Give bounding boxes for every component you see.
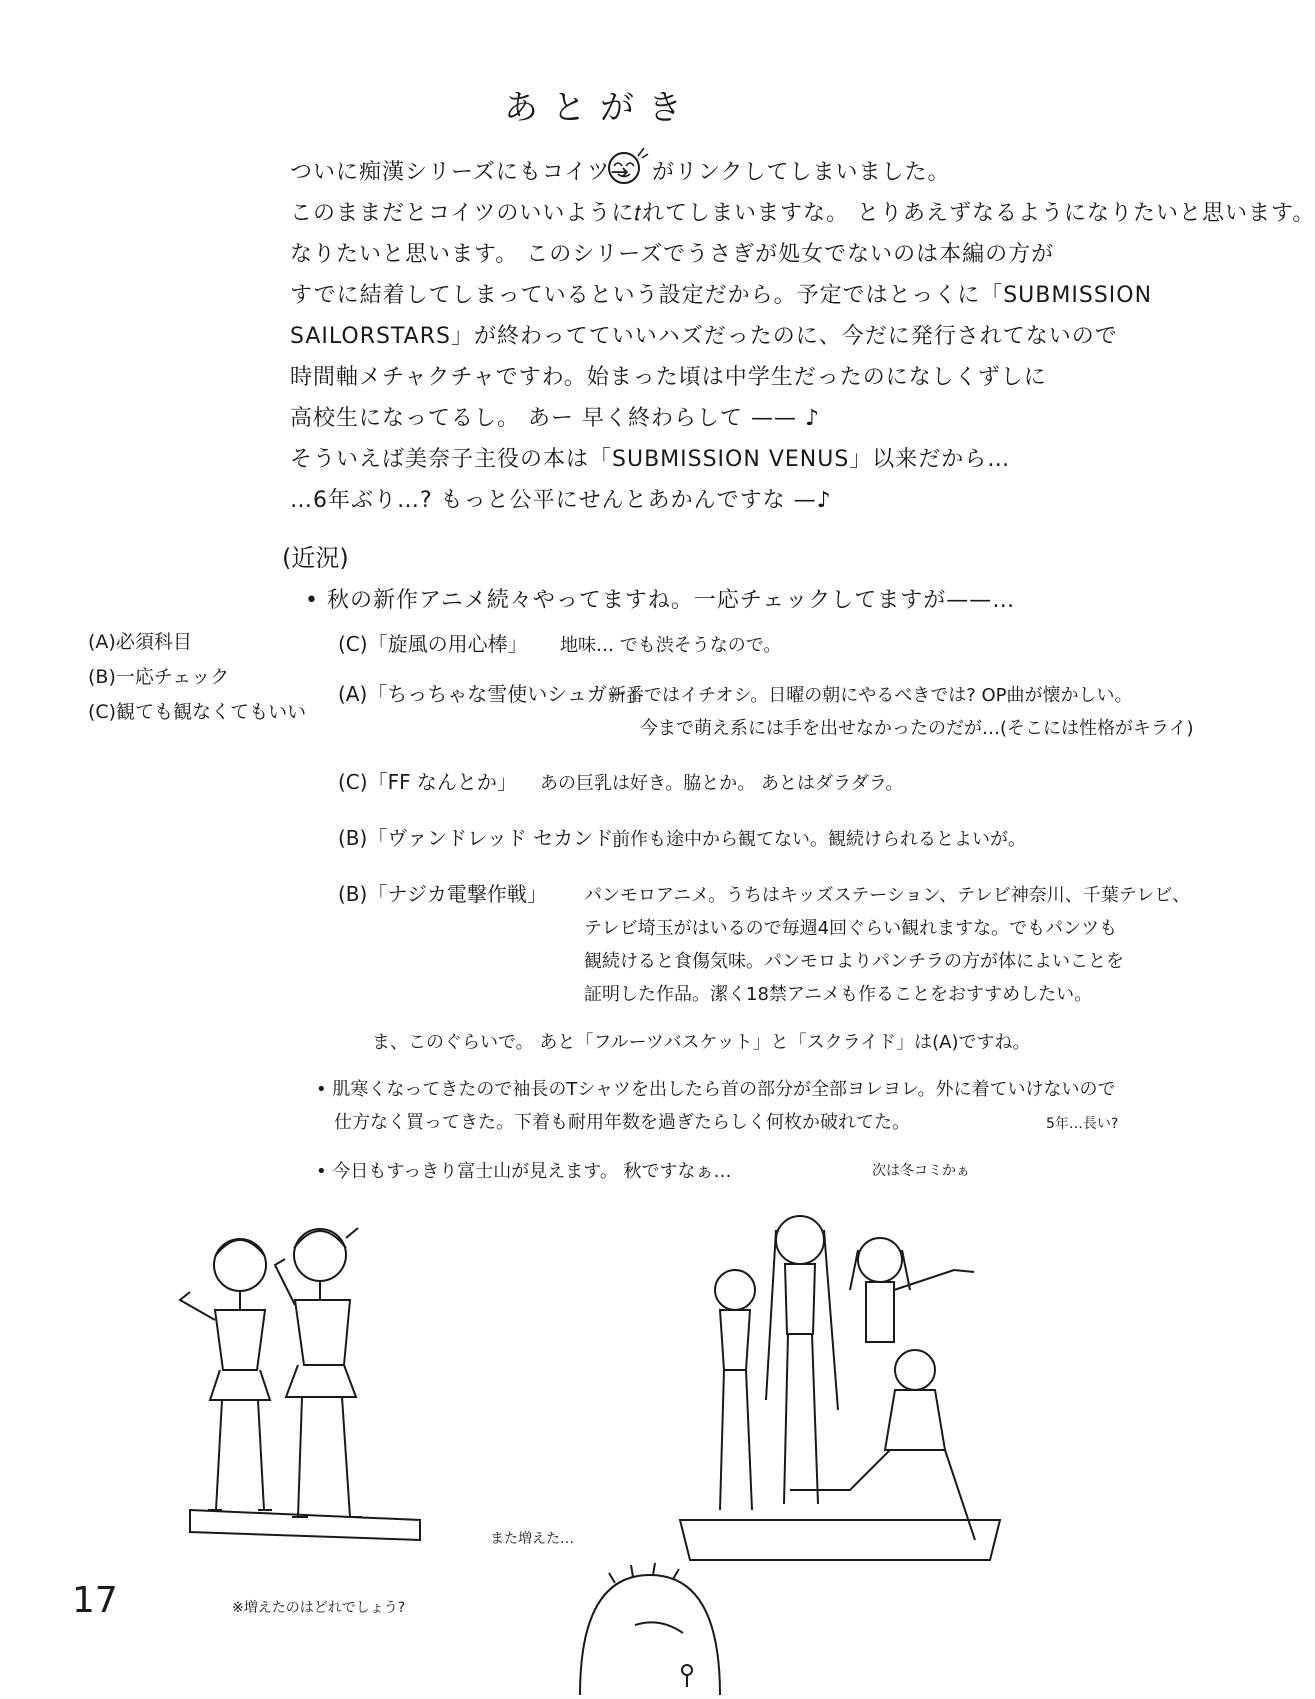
anime-comment-3: あの巨乳は好き。脇とか。 あとはダラダラ。: [540, 773, 904, 794]
sailor-pair-illustration: [170, 1210, 440, 1560]
paragraph-line-8: そういえば美奈子主役の本は「SUBMISSION VENUS」以来だから…: [290, 447, 1011, 472]
paragraph-line-5: SAILORSTARS」が終わってていいハズだったのに、今だに発行されてないので: [290, 324, 1118, 349]
page-number: 17: [72, 1580, 118, 1621]
anime-comment-5b: テレビ埼玉がはいるので毎週4回ぐらい観れますな。でもパンツも: [584, 918, 1118, 939]
legend-b: (B)一応チェック: [88, 666, 230, 688]
caption-increase: また増えた…: [490, 1531, 574, 1547]
legend-c: (C)観ても観なくてもいい: [88, 701, 307, 723]
anime-comment-5a: パンモロアニメ。うちはキッズステーション、テレビ神奈川、千葉テレビ、: [584, 885, 1191, 906]
closing-line: ま、このぐらいで。 あと「フルーツバスケット」と「スクライド」は(A)ですね。: [372, 1032, 1031, 1053]
paragraph-line-4: すでに結着してしまっているという設定だから。予定ではとっくに「SUBMISSION: [290, 283, 1153, 308]
bullet-tshirt-aside: 5年…長い?: [1046, 1116, 1119, 1132]
page-title: あとがき: [504, 88, 696, 128]
anime-comment-5c: 観続けると食傷気味。パンモロよりパンチラの方が体によいことを: [584, 951, 1124, 972]
bullet-fuji-aside: 次は冬コミかぁ: [872, 1163, 970, 1179]
recent-heading: (近況): [282, 544, 349, 572]
anime-label-4: (B)「ヴァンドレッド セカンド」: [338, 826, 634, 850]
face-doodle-icon: [602, 142, 650, 186]
bullet-anime: • 秋の新作アニメ続々やってますね。一応チェックしてますが——…: [305, 588, 1016, 613]
sailor-group-illustration: [680, 1200, 1000, 1560]
bullet-tshirt-2: 仕方なく買ってきた。下着も耐用年数を過ぎたらしく何枚か破れてた。: [334, 1112, 910, 1133]
paragraph-line-3: なりたいと思います。 このシリーズでうさぎが処女でないのは本編の方が: [290, 242, 1055, 267]
round-head-doodle: [575, 1555, 725, 1695]
paragraph-line-6: 時間軸メチャクチャですわ。始まった頃は中学生だったのになしくずしに: [290, 365, 1047, 390]
paragraph-line-2: このままだとコイツのいいように𝑡れてしまいますな。 とりあえずなるようになりたいと思います。: [290, 201, 1315, 226]
anime-comment-4: 前作も途中から観てない。観続けられるとよいが。: [612, 829, 1026, 850]
bullet-tshirt-1: • 肌寒くなってきたので袖長のTシャツを出したら首の部分が全部ヨレヨレ。外に着ていけないので: [316, 1079, 1116, 1100]
anime-comment-5d: 証明した作品。潔く18禁アニメも作ることをおすすめしたい。: [584, 984, 1093, 1005]
anime-label-1: (C)「旋風の用心棒」: [338, 632, 528, 656]
anime-label-3: (C)「FF なんとか」: [338, 770, 517, 794]
bullet-fuji: • 今日もすっきり富士山が見えます。 秋ですなぁ…: [316, 1161, 732, 1182]
paragraph-line-1b: がリンクしてしまいました。: [652, 160, 951, 185]
anime-comment-1: 地味… でも渋そうなので。: [560, 635, 782, 656]
anime-label-2: (A)「ちっちゃな雪使いシュガー」: [338, 682, 647, 706]
paragraph-line-1a: ついに痴漢シリーズにもコイツ→: [290, 160, 630, 185]
anime-label-5: (B)「ナジカ電撃作戦」: [338, 882, 547, 906]
anime-comment-2a: 新番ではイチオシ。日曜の朝にやるべきでは? OP曲が懐かしい。: [608, 685, 1133, 706]
anime-comment-2b: 今まで萌え系には手を出せなかったのだが…(そこには性格がキライ): [640, 718, 1194, 739]
caption-question: ※増えたのはどれでしょう?: [232, 1600, 406, 1616]
paragraph-line-9: …6年ぶり…? もっと公平にせんとあかんですな —♪: [290, 488, 832, 513]
paragraph-line-7: 高校生になってるし。 あー 早く終わらして —— ♪: [290, 406, 821, 431]
legend-a: (A)必須科目: [88, 631, 192, 653]
